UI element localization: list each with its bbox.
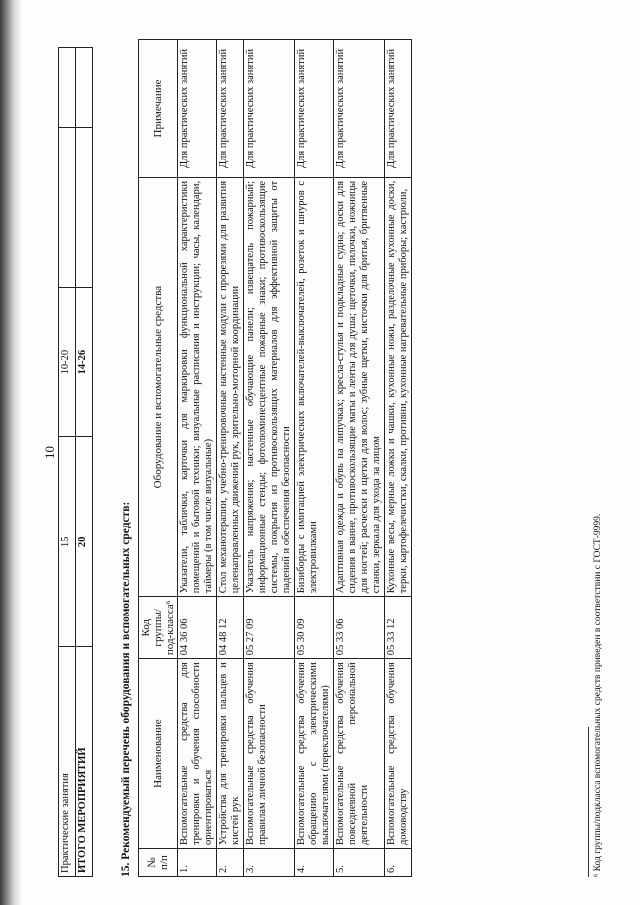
row-note: Для практических занятий <box>244 40 295 178</box>
row-number: 4. <box>295 849 334 877</box>
summary-label: ИТОГО МЕРОПРИЯТИЙ <box>76 647 93 877</box>
header-code: Код группы/под-класса⁶ <box>139 597 178 659</box>
table-row <box>295 40 334 877</box>
row-name: Устройства для тренировки пальцев и кистей рук <box>217 659 244 849</box>
table-row <box>385 40 412 877</box>
row-number: 3. <box>244 849 295 877</box>
row-name: Вспомогательные средства для тренировки и обучения способности ориентироваться <box>178 659 217 849</box>
equipment-table <box>138 39 412 877</box>
row-note: Для практических занятий <box>178 40 217 178</box>
header-number: № п/п <box>139 849 178 877</box>
row-name: Вспомогательные средства обучения повседневной персональной деятельности <box>334 659 385 849</box>
row-code: 05 33 12 <box>385 597 412 659</box>
row-equipment: Адаптивная одежда и обувь на липучках; кресла-стулья и подкладные судна; доски для сидения в ванне, противоскользящие маты и ленты для душа; щеточки, пилочки, ножницы для ногтей; расчески и щетки для волос; зубные щетки, кисточки для бритья, бритвенные станки, зеркала для ухода за лицом <box>334 177 385 596</box>
footnote: ⁶ Код группы/подкласса вспомогательных средств приведен в соответствии с ГОСТ-9999. <box>593 513 603 877</box>
summary-label: Практические занятия <box>59 647 76 877</box>
row-number: 5. <box>334 849 385 877</box>
summary-value: 20 <box>76 437 93 647</box>
summary-table <box>58 47 93 877</box>
table-row <box>59 48 76 877</box>
row-number: 1. <box>178 849 217 877</box>
summary-empty-cell <box>76 48 93 128</box>
rotated-document-page <box>28 20 628 885</box>
row-equipment: Указатель напряжения; настенные обучающие панели; извещатель пожарный; информационные стенды; фотолюминесцентные пожарные знаки; противоскользящие системы, покрытия из противоскользящих материалов для эффективной защиты от падений и обеспечения безопасности <box>244 177 295 596</box>
row-name: Вспомогательные средства обучения правилам личной безопасности <box>244 659 295 849</box>
summary-value: 14-26 <box>76 287 93 437</box>
row-code: 04 36 06 <box>178 597 217 659</box>
row-code: 05 33 06 <box>334 597 385 659</box>
row-code: 04 48 12 <box>217 597 244 659</box>
row-note: Для практических занятий <box>334 40 385 178</box>
row-equipment: Бизиборды с имитацией электрических включателей-выключателей, розеток и шнуров с электровилками <box>295 177 334 596</box>
header-note: Примечание <box>139 40 178 178</box>
row-number: 2. <box>217 849 244 877</box>
row-equipment: Кухонные весы, мерные ложки и чашки, кухонные ножи, разделочные кухонные доски, терки, картофелечистки, скалки, противни, кухонные нагревательные приборы; кастрюли, <box>385 177 412 596</box>
row-equipment: Стол механотерапии, учебно-тренировочные настенные модули с прорезями для развития целенаправленных движений рук, зрительно-моторной координации <box>217 177 244 596</box>
section-title: 15. Рекомендуемый перечень оборудования и вспомогательных средств: <box>120 501 132 877</box>
table-row <box>178 40 217 877</box>
summary-value: 10-20 <box>59 287 76 437</box>
row-number: 6. <box>385 849 412 877</box>
table-row <box>334 40 385 877</box>
row-code: 05 30 09 <box>295 597 334 659</box>
table-row <box>244 40 295 877</box>
scan-edge-shadow <box>0 0 22 905</box>
page-number: 10 <box>42 446 57 459</box>
header-equipment: Оборудование и вспомогательные средства <box>139 177 178 596</box>
summary-empty-cell <box>59 127 76 287</box>
row-name: Вспомогательные средства обучения домоводству <box>385 659 412 849</box>
summary-value: 15 <box>59 437 76 647</box>
row-note: Для практических занятий <box>217 40 244 178</box>
header-name: Наименование <box>139 659 178 849</box>
table-row <box>217 40 244 877</box>
row-code: 05 27 09 <box>244 597 295 659</box>
table-header-row <box>139 40 178 877</box>
summary-empty-cell <box>76 127 93 287</box>
row-name: Вспомогательные средства обучения обращению с электрическими выключателями (переключателями) <box>295 659 334 849</box>
row-note: Для практических занятий <box>295 40 334 178</box>
footnote-divider <box>588 727 589 877</box>
row-note: Для практических занятий <box>385 40 412 178</box>
table-row <box>76 48 93 877</box>
summary-empty-cell <box>59 48 76 128</box>
row-equipment: Указатели, таблички, карточки для маркировки функциональной характеристики помещений и бытовой техники; визуальные расписания и инструкции; часы, календари, таймеры (в том числе визуальные) <box>178 177 217 596</box>
